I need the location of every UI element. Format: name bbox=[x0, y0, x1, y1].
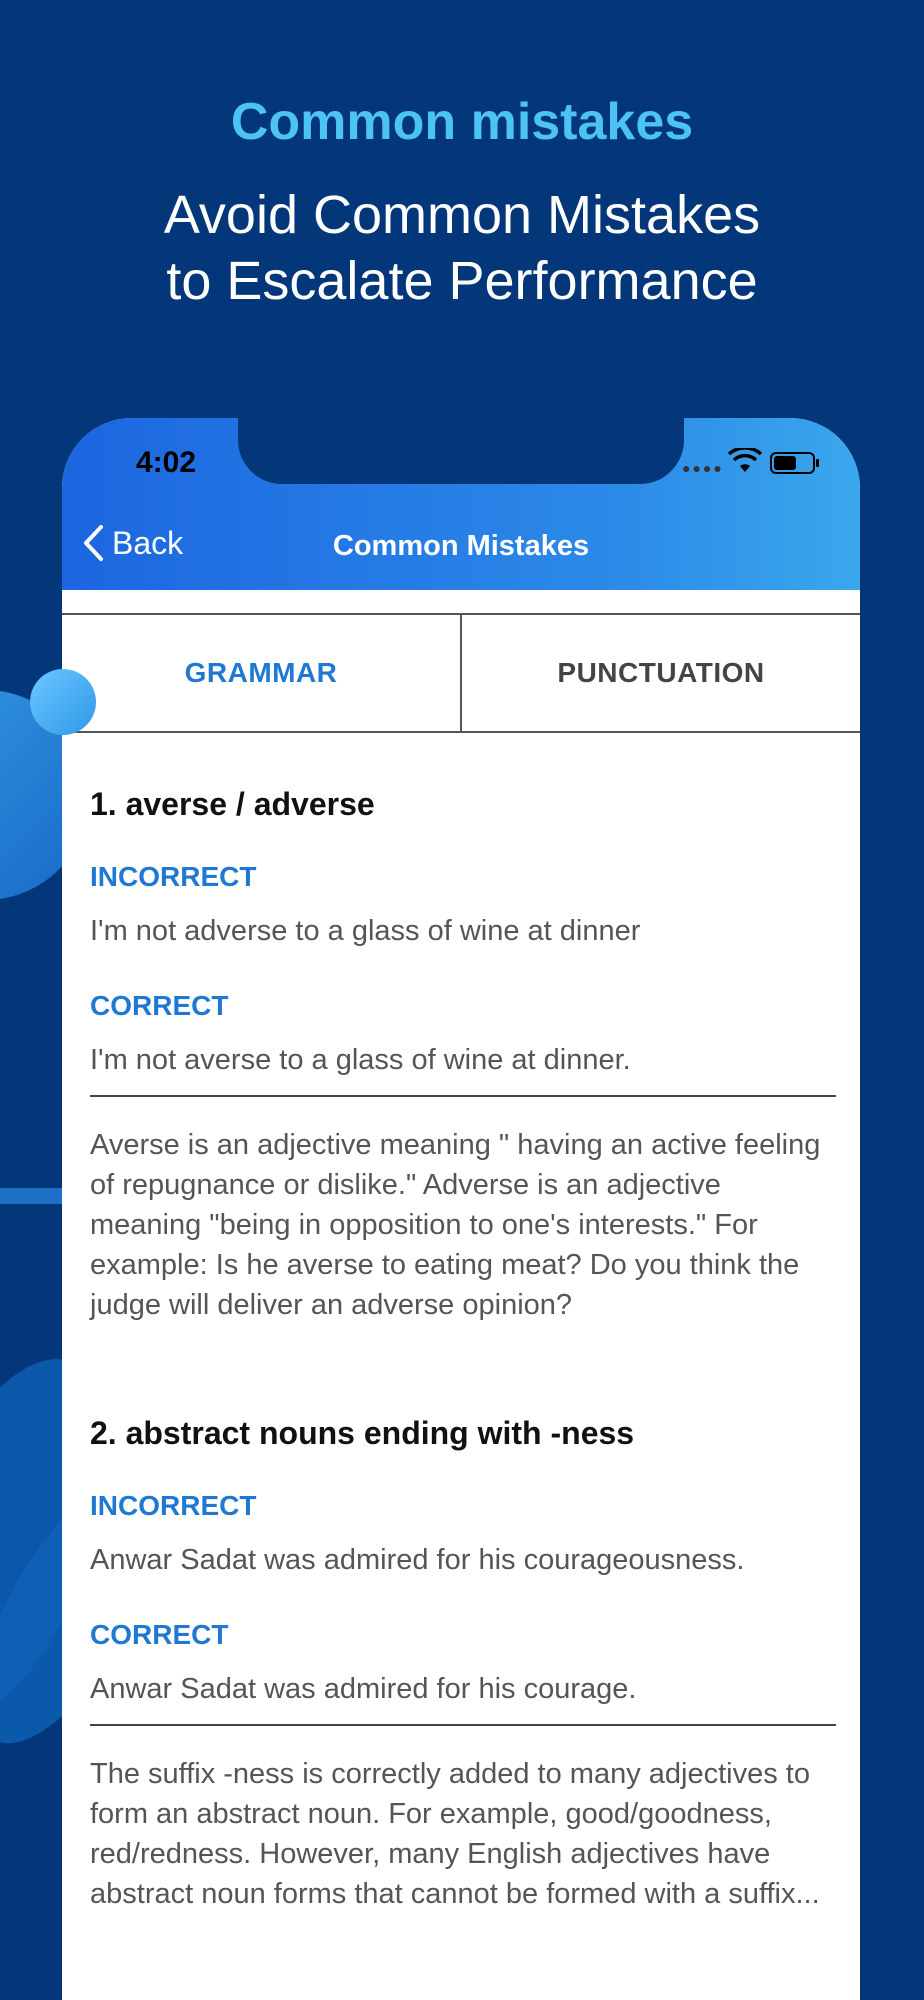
promo-subtitle bbox=[0, 182, 924, 314]
incorrect-sentence: I'm not adverse to a glass of wine at dinner bbox=[90, 915, 641, 947]
app-header bbox=[62, 418, 860, 590]
phone-notch bbox=[238, 418, 684, 484]
screen-title: Common Mistakes bbox=[332, 530, 590, 562]
entry-title: 1. averse / adverse bbox=[90, 786, 375, 822]
correct-sentence: Anwar Sadat was admired for his courage. bbox=[90, 1673, 836, 1726]
signal-dots-icon: ●●●● bbox=[682, 460, 724, 476]
list-item bbox=[90, 1415, 836, 1914]
incorrect-label: INCORRECT bbox=[90, 861, 257, 892]
explanation-text: Averse is an adjective meaning " having an active feeling of repugnance or dislike." Adverse is an adjective meaning "being in opposition to one's interests." For example: Is he averse to eating meat? Do you think the judge will deliver an adverse opinion? bbox=[90, 1129, 821, 1321]
back-label: Back bbox=[112, 524, 184, 561]
tab-punctuation[interactable]: PUNCTUATION bbox=[557, 657, 765, 688]
entry-title: 2. abstract nouns ending with -ness bbox=[90, 1415, 635, 1451]
phone-frame bbox=[62, 418, 860, 2000]
status-time: 4:02 bbox=[136, 446, 197, 479]
promo-title: Common mistakes bbox=[230, 93, 694, 151]
wifi-icon bbox=[728, 448, 762, 474]
category-tabs bbox=[62, 613, 860, 733]
list-item bbox=[90, 786, 836, 1325]
incorrect-sentence: Anwar Sadat was admired for his courageousness. bbox=[90, 1544, 745, 1576]
mistakes-list bbox=[90, 786, 836, 2000]
correct-label: CORRECT bbox=[90, 990, 229, 1021]
decorative-dot bbox=[30, 669, 96, 735]
explanation-text: The suffix -ness is correctly added to many adjectives to form an abstract noun. For example, good/goodness, red/redness. However, many English adjectives have abstract noun forms that cannot be formed with a suffix... bbox=[90, 1758, 820, 1910]
correct-sentence: I'm not averse to a glass of wine at dinner. bbox=[90, 1044, 836, 1097]
promo-subtitle-line-2: to Escalate Performance bbox=[166, 251, 758, 311]
battery-icon bbox=[770, 452, 820, 474]
correct-label: CORRECT bbox=[90, 1619, 229, 1650]
incorrect-label: INCORRECT bbox=[90, 1490, 257, 1521]
tab-grammar[interactable]: GRAMMAR bbox=[62, 615, 462, 731]
promo-subtitle-line-1: Avoid Common Mistakes bbox=[163, 185, 761, 245]
